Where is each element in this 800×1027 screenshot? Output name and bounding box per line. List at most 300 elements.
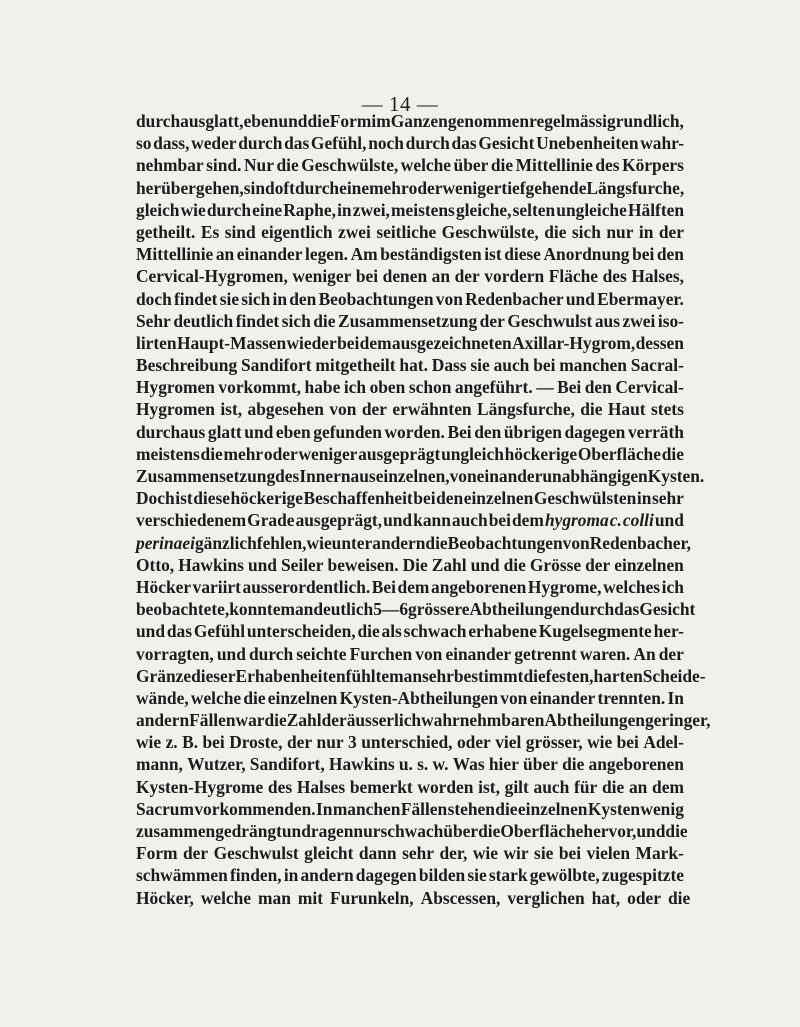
word: getrennt (514, 643, 577, 664)
word: der (286, 732, 313, 753)
word: zwei, (352, 199, 390, 220)
word: getheilt. (136, 221, 196, 242)
word: die (544, 221, 567, 242)
word: Gesicht (478, 133, 535, 154)
word: wie (587, 732, 613, 753)
word: des (267, 776, 293, 797)
word: zwei (622, 310, 656, 331)
word: Innern (299, 466, 351, 486)
word: wenig (640, 798, 684, 819)
word: bei (616, 732, 639, 753)
word: Droste, (229, 732, 283, 753)
word: finden, (229, 865, 282, 886)
text-line (136, 310, 684, 332)
word: auch (451, 510, 488, 531)
text-line (136, 376, 684, 398)
word: Geschwulst (507, 310, 593, 331)
word: vorragten, (136, 643, 214, 664)
word: Wutzer, (187, 754, 246, 775)
word: Redenbacher (465, 288, 564, 309)
word: Sandifort, (249, 754, 325, 775)
word: herüber (136, 177, 196, 198)
word: von (435, 288, 463, 309)
word: diese (193, 488, 230, 509)
word: und (281, 821, 311, 841)
text-line (136, 487, 684, 509)
word: des (602, 266, 627, 287)
word: die (601, 776, 625, 797)
word: colli (622, 510, 654, 531)
text-line (136, 443, 684, 465)
word: nur (353, 821, 381, 841)
word: lirten (136, 332, 177, 353)
word: grössere (408, 599, 470, 620)
text-line (136, 598, 696, 620)
word: eine (252, 199, 283, 220)
word: 3 (348, 732, 357, 753)
word: Geschwülste, (301, 155, 399, 176)
word: nur (316, 732, 344, 753)
text-line (136, 532, 691, 554)
word: der (585, 554, 611, 575)
word: vielen (586, 843, 631, 864)
word: weniger (292, 266, 352, 287)
word: stets (651, 399, 684, 420)
word: B. (182, 732, 199, 753)
word: Zusammensetzung (136, 466, 276, 486)
word: ist (484, 244, 502, 265)
word: dagegen (355, 865, 417, 886)
word: variirt (192, 576, 241, 597)
word: noch (368, 133, 404, 154)
word: weniger (442, 177, 502, 198)
word: höckerige (504, 443, 578, 464)
word: Gränze (136, 665, 192, 686)
word: An (633, 643, 656, 664)
word: weder (191, 133, 237, 154)
word: bei (533, 355, 556, 376)
word: Form (136, 843, 178, 864)
word: der (658, 643, 684, 664)
word: unterschied, (361, 732, 453, 753)
word: Kugelsegmente (538, 621, 652, 642)
text-line (136, 132, 684, 154)
word: man (258, 887, 291, 908)
word: sie (470, 355, 490, 376)
word: sind (224, 221, 256, 242)
word: Sacrum (136, 798, 194, 819)
word: Oberfläche (577, 443, 661, 464)
word: waren. (579, 643, 631, 664)
word: Mittellinie (136, 244, 214, 265)
word: Ganzen (390, 111, 448, 131)
word: geringer, (644, 710, 711, 731)
word: Beobachtungen (447, 532, 563, 553)
word: weniger (298, 443, 358, 464)
word: hier (488, 754, 519, 775)
word: Haupt-Massen (176, 332, 287, 353)
word: erhabene (468, 621, 537, 642)
word: welche (200, 887, 252, 908)
word: ungleiche (556, 199, 627, 220)
word: das (284, 133, 310, 154)
text-line (136, 354, 684, 376)
word: Gefühl, (310, 133, 367, 154)
word: Sandifort (241, 355, 312, 376)
word: dieser (191, 665, 236, 686)
word: Beobachtungen (318, 288, 434, 309)
word: von (449, 466, 477, 486)
word: ist (175, 488, 193, 509)
word: höckerige (230, 488, 303, 509)
word: doch (136, 288, 172, 309)
word: abgesehen (247, 399, 324, 420)
word: wieder (286, 332, 337, 353)
word: einander (445, 643, 512, 664)
word: Nur (243, 155, 274, 176)
word: schwach (403, 621, 467, 642)
word: oder (263, 443, 298, 464)
word: fühlte (345, 665, 390, 686)
word: gehen, (195, 177, 244, 198)
word: und (654, 510, 684, 531)
word: Hygromen (136, 377, 215, 398)
text-line (136, 221, 684, 243)
word: welche (190, 687, 242, 708)
word: in (636, 488, 652, 509)
word: Gesicht (639, 599, 696, 620)
word: bei (337, 332, 360, 353)
word: regelmässig (529, 111, 616, 131)
text-line (136, 154, 684, 176)
word: bei (202, 732, 225, 753)
word: her- (653, 621, 684, 642)
word: einander (529, 687, 596, 708)
word: die (523, 665, 546, 686)
word: habe (304, 377, 341, 398)
word: sie (467, 865, 487, 886)
word: bei (355, 266, 379, 287)
text-line (136, 820, 688, 842)
word: des (275, 466, 300, 486)
word: in (638, 221, 654, 242)
word: ist, (478, 776, 500, 797)
text-line (136, 243, 684, 265)
word: Axillar-Hygrom, (512, 332, 636, 353)
word: und (278, 111, 308, 131)
word: Halses (296, 776, 346, 797)
word: Oberfläche (500, 821, 584, 841)
word: stehen (447, 798, 495, 819)
word: Sehr (136, 310, 171, 331)
word: fehlen, (256, 532, 307, 553)
word: wie (306, 532, 332, 553)
word: Halses, (631, 266, 684, 287)
word: als (381, 621, 402, 642)
word: Die (402, 554, 428, 575)
word: Zusammensetzung (338, 310, 478, 331)
word: erwähnten (392, 399, 472, 420)
word: eben (243, 111, 279, 131)
word: ich (661, 576, 684, 597)
word: das (451, 133, 477, 154)
word: unter (331, 532, 373, 553)
word: selten (512, 199, 556, 220)
word: Es (200, 221, 220, 242)
word: die (562, 754, 585, 775)
word: einzelnen (517, 798, 588, 819)
word: durch (206, 199, 252, 220)
word: durch (249, 643, 294, 664)
word: die (665, 821, 688, 841)
word: bestimmt (453, 665, 524, 686)
word: der (361, 399, 387, 420)
word: ungleich (441, 443, 504, 464)
word: gewölbte, (529, 865, 600, 886)
word: Fläche (548, 266, 599, 287)
word: den (584, 377, 612, 398)
word: die (357, 621, 380, 642)
word: die (478, 821, 501, 841)
word: Kysten-Hygrome (136, 776, 264, 797)
word: Höcker, (136, 887, 194, 908)
word: hat, (591, 887, 621, 908)
word: bilden (418, 865, 466, 886)
word: Kysten (587, 798, 641, 819)
word: Gefühl (193, 621, 246, 642)
word: sich (281, 310, 311, 331)
word: der (183, 843, 209, 864)
word: ist, (220, 399, 243, 420)
word: In (667, 687, 684, 708)
word: eine (339, 177, 370, 198)
word: ausgezeichneten (391, 332, 512, 353)
word: dem (652, 776, 684, 797)
word: rundlich, (615, 111, 684, 131)
word: sehr (422, 665, 454, 686)
word: Höcker (136, 576, 192, 597)
word: denen (382, 266, 428, 287)
word: der, (439, 843, 468, 864)
word: den (656, 244, 684, 265)
word: vorkommenden. (194, 798, 316, 819)
word: Redenbacher, (589, 532, 691, 553)
word: andern (372, 532, 426, 553)
word: ausgeprägt, (295, 510, 383, 531)
word: Hygrome, (527, 576, 602, 597)
word: Geschwülste, (441, 221, 539, 242)
word: u. (398, 754, 413, 775)
text-line (136, 332, 684, 354)
word: die (276, 155, 299, 176)
word: perinaei (136, 532, 195, 553)
word: durch (570, 599, 615, 620)
word: kann (413, 510, 451, 531)
word: welches (603, 576, 661, 597)
word: vorkommt, (218, 377, 302, 398)
word: schwach (380, 821, 444, 841)
word: andern (136, 710, 190, 731)
text-line (136, 398, 684, 420)
word: an (628, 776, 648, 797)
word: der (321, 710, 347, 731)
word: hygroma (544, 510, 609, 531)
word: grösser, (525, 732, 583, 753)
word: einzelnen, (375, 466, 450, 486)
word: wände, (136, 687, 189, 708)
word: dem (512, 510, 544, 531)
word: Bei (557, 377, 582, 398)
word: angeführt. (454, 377, 533, 398)
word: Abscessen, (420, 887, 501, 908)
word: oder (408, 177, 443, 198)
word: hervor, (583, 821, 637, 841)
word: sich (241, 288, 271, 309)
text-line (136, 110, 684, 132)
word: wahrnehmbaren (421, 710, 545, 731)
word: sich (571, 221, 601, 242)
word: das (166, 621, 192, 642)
word: iso- (657, 310, 684, 331)
word: Längsfurche, (477, 399, 575, 420)
word: Anordnung (543, 244, 630, 265)
text-line (136, 265, 684, 287)
word: Kysten. (647, 466, 705, 486)
word: Adel- (643, 732, 684, 753)
word: meistens (391, 199, 455, 220)
word: die (580, 399, 603, 420)
word: eigentlich (261, 221, 333, 242)
word: über (453, 155, 489, 176)
word: Am (350, 244, 378, 265)
word: oft (274, 177, 295, 198)
word: der (454, 266, 480, 287)
word: z. (165, 732, 178, 753)
word: für (574, 776, 598, 797)
word: Bei (447, 421, 472, 442)
word: Form (329, 111, 372, 131)
word: über (523, 754, 558, 775)
word: und (216, 643, 246, 664)
word: tief (501, 177, 526, 198)
word: sehr (402, 843, 434, 864)
word: von (562, 532, 590, 553)
text-line (136, 687, 684, 709)
word: Furunkeln, (330, 887, 414, 908)
word: aus (350, 466, 376, 486)
word: Fällen (189, 710, 236, 731)
text-line (136, 643, 684, 665)
word: die (495, 798, 518, 819)
word: Längsfurche, (586, 177, 685, 198)
word: und (136, 621, 166, 642)
word: dass, (153, 133, 190, 154)
word: und (565, 288, 595, 309)
word: bei (488, 510, 511, 531)
word: der (479, 310, 505, 331)
word: einzelnen (267, 687, 338, 708)
word: unterscheiden, (246, 621, 356, 642)
word: Mittellinie (515, 155, 593, 176)
word: gehende (525, 177, 587, 198)
text-line (136, 665, 706, 687)
text-line (136, 554, 684, 576)
word: bei (632, 244, 655, 265)
word: den (436, 488, 464, 509)
word: über (443, 821, 479, 841)
text-line (136, 709, 711, 731)
word: beobachtete, (136, 599, 230, 620)
word: Bei (371, 576, 396, 597)
word: deutlich (173, 310, 234, 331)
word: gilt (504, 776, 529, 797)
word: Körpers (622, 155, 684, 176)
word: worden (417, 776, 474, 797)
word: Furchen (349, 643, 413, 664)
word: Kysten-Abtheilungen (339, 687, 499, 708)
word: wie (472, 843, 498, 864)
word: in (272, 288, 288, 309)
word: wie (136, 732, 162, 753)
word: auch (533, 776, 570, 797)
word: verräth (627, 421, 684, 442)
word: angeborenen (588, 754, 684, 775)
word: gefunden (313, 421, 382, 442)
word: die (661, 443, 684, 464)
word: verglichen (507, 887, 585, 908)
word: bei (558, 843, 582, 864)
body-text (136, 110, 711, 909)
word: durchaus (136, 421, 206, 442)
word: andern (300, 865, 354, 886)
text-line (136, 864, 684, 886)
text-line (136, 842, 684, 864)
text-line (136, 465, 705, 487)
word: Mark- (635, 843, 684, 864)
word: war (235, 710, 265, 731)
word: manchen (332, 798, 401, 819)
word: sind (243, 177, 275, 198)
word: glatt, (205, 111, 244, 131)
text-line (136, 576, 684, 598)
word: ausserordentlich. (242, 576, 371, 597)
word: einander (236, 244, 303, 265)
text-line (136, 731, 684, 753)
word: ragen (310, 821, 354, 841)
word: worden. (384, 421, 445, 442)
word: der (658, 221, 684, 242)
word: konnte (229, 599, 281, 620)
word: nur (606, 221, 634, 242)
word: einander (476, 466, 543, 486)
word: von (329, 399, 357, 420)
word: sind. (206, 155, 242, 176)
word: unabhängigen (542, 466, 648, 486)
word: so (136, 133, 152, 154)
word: von (415, 643, 443, 664)
word: man (389, 665, 422, 686)
word: in (283, 865, 299, 886)
word: Abtheilungen (469, 599, 571, 620)
word: Ebermayer. (597, 288, 684, 309)
word: viel (495, 732, 522, 753)
text-line (136, 887, 691, 909)
word: die (264, 710, 287, 731)
word: eben (275, 421, 311, 442)
word: genommen (447, 111, 530, 131)
word: c. (609, 510, 622, 531)
word: festen, (545, 665, 594, 686)
